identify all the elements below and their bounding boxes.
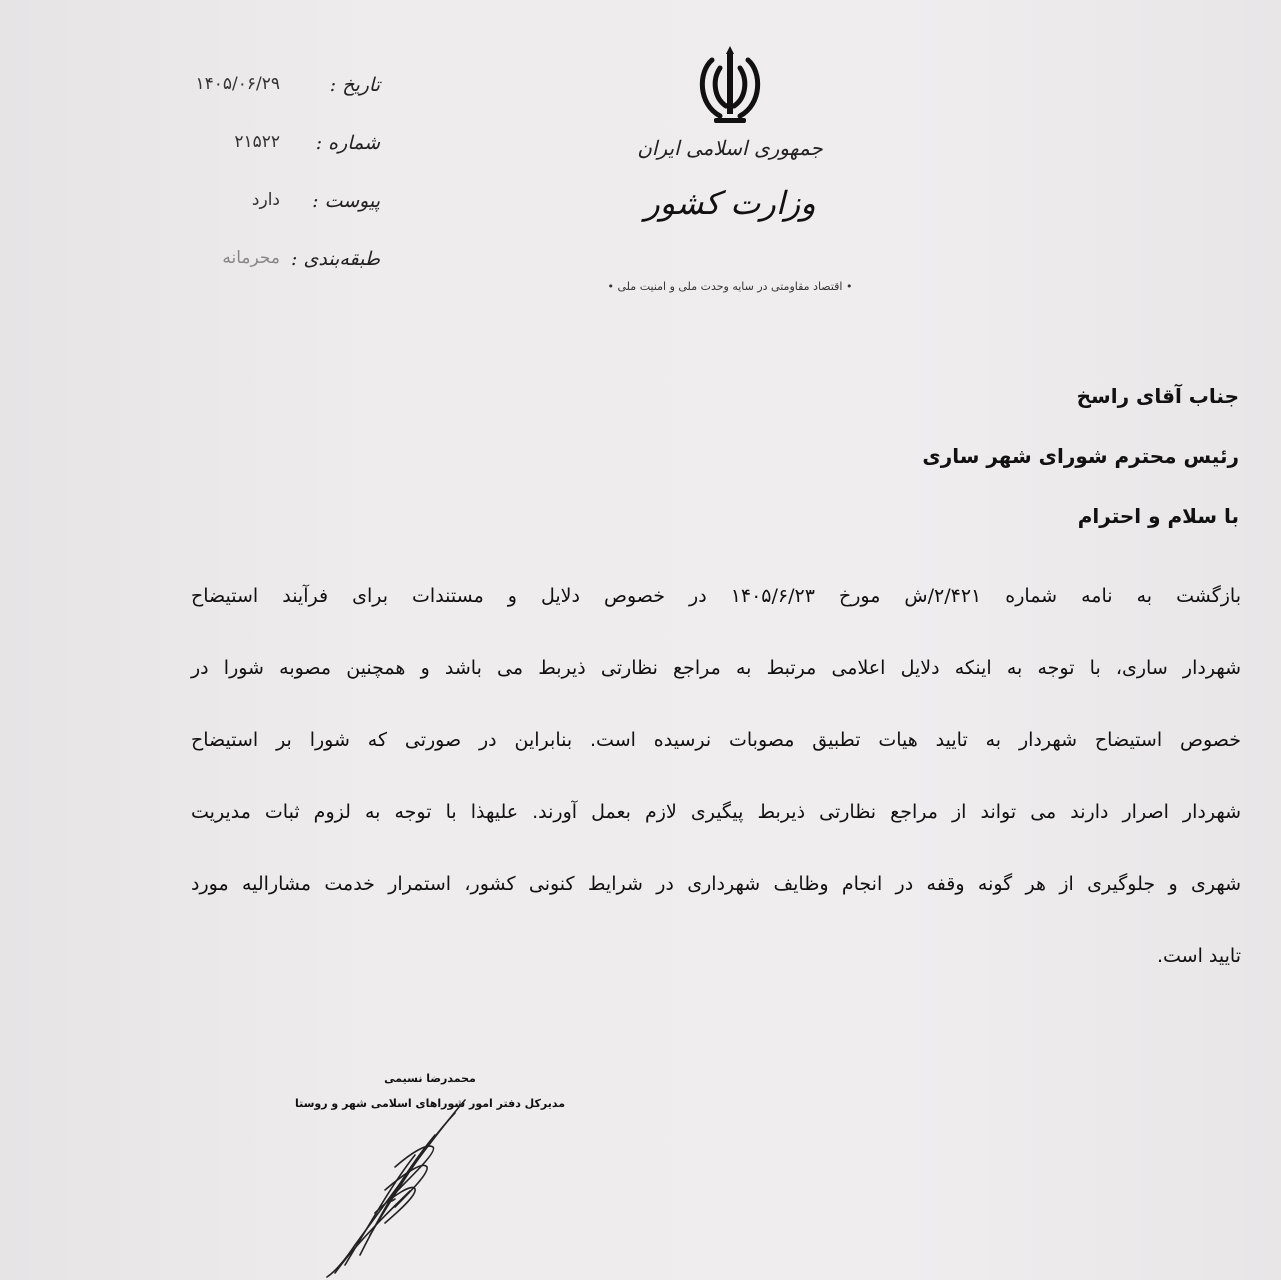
meta-date-row xyxy=(150,68,400,126)
meta-classification-row xyxy=(150,242,400,300)
recipient-block xyxy=(639,376,1239,556)
date-label: تاریخ : xyxy=(329,74,380,96)
classification-label: طبقه‌بندی : xyxy=(291,248,380,270)
recipient-name: جناب آقای راسخ xyxy=(1076,384,1239,408)
attachment-label: پیوست : xyxy=(312,190,380,212)
classification-value: محرمانه xyxy=(222,248,280,268)
greeting: با سلام و احترام xyxy=(1077,504,1239,528)
signer-name: محمدرضا نسیمی xyxy=(384,1072,476,1085)
attachment-value: دارد xyxy=(251,190,280,210)
number-value: ۲۱۵۲۲ xyxy=(234,132,280,152)
letter-meta xyxy=(150,68,400,300)
meta-number-row xyxy=(150,126,400,184)
body-line: بازگشت به نامه شماره ۲/۴۲۱/ش مورخ ۱۴۰۵/۶/۲۳ در خصوص دلایل و مستندات برای فرآیند استیضاح xyxy=(191,585,1241,607)
date-value: ۱۴۰۵/۰۶/۲۹ xyxy=(195,74,280,94)
body-line: شهری و جلوگیری از هر گونه وقفه در انجام وظایف شهرداری در شرایط کنونی کشور، استمرار خدمت مشارالیه مورد xyxy=(191,873,1241,895)
recipient-title: رئیس محترم شورای شهر ساری xyxy=(922,444,1239,468)
ministry-header xyxy=(540,130,920,222)
iran-emblem-icon xyxy=(690,42,770,130)
letter-body xyxy=(191,560,1241,992)
republic-title: جمهوری اسلامی ایران xyxy=(637,136,823,160)
ministry-title: وزارت کشور xyxy=(644,184,816,222)
body-line: تایید است. xyxy=(1156,945,1241,967)
body-line: خصوص استیضاح شهردار به تایید هیات تطبیق مصوبات نرسیده است. بنابراین در صورتی که شورا بر استیضاح xyxy=(191,729,1241,751)
signer-title: مدیرکل دفتر امور شوراهای اسلامی شهر و روستا xyxy=(294,1097,566,1110)
handwritten-signature xyxy=(315,1095,485,1280)
meta-attachment-row xyxy=(150,184,400,242)
body-line: شهردار اصرار دارند می تواند از مراجع نظارتی ذیربط پیگیری لازم بعمل آورند. علیهذا با توجه به لزوم ثبات مدیریت xyxy=(191,801,1241,823)
number-label: شماره : xyxy=(315,132,380,154)
body-line: شهردار ساری، با توجه به اینکه دلایل اعلامی مرتبط به مراجع نظارتی ذیربط می باشد و همچنین مصوبه شورا در xyxy=(191,657,1241,679)
slogan: • اقتصاد مقاومتی در سایه وحدت ملی و امنیت ملی • xyxy=(607,280,853,293)
